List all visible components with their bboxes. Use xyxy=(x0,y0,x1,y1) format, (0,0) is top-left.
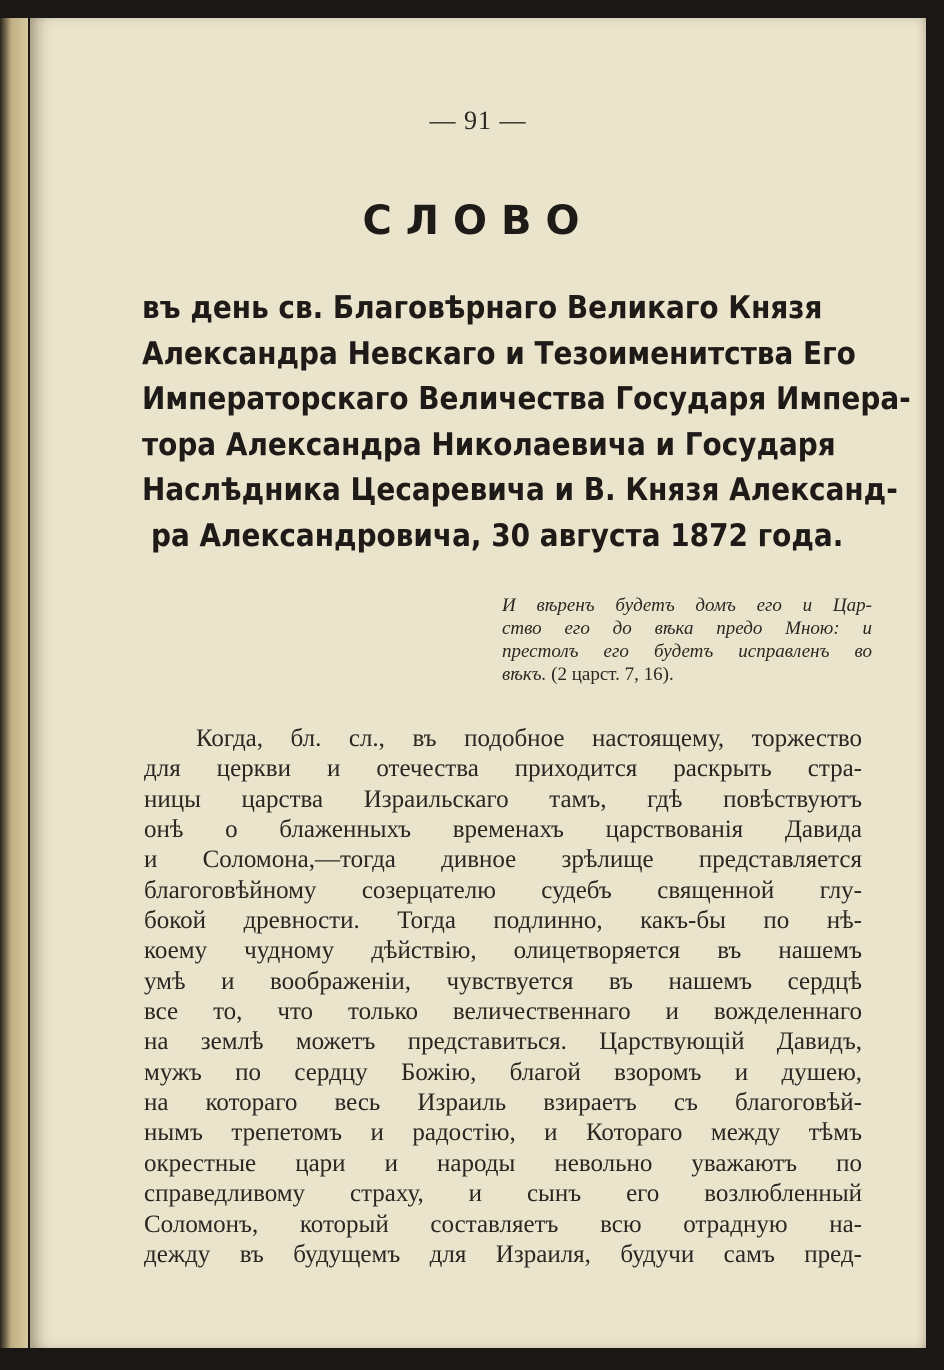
scripture-reference: (2 царст. 7, 16). xyxy=(551,664,674,685)
body-line: нымъ трепетомъ и радостію, и Котораго между тѣмъ xyxy=(144,1119,862,1147)
body-line: для церкви и отечества приходится раскрыть стра- xyxy=(144,755,862,783)
body-line: ницы царства Израильскаго тамъ, гдѣ повѣствуютъ xyxy=(144,785,862,813)
heading-line: Наслѣдника Цесаревича и В. Князя Александ- xyxy=(142,472,898,508)
body-line: и Соломона,—тогда дивное зрѣлище представляется xyxy=(144,846,862,874)
body-line: онѣ о блаженныхъ временахъ царствованія Давида xyxy=(144,816,862,844)
page-number: — 91 — xyxy=(429,106,527,135)
book-page xyxy=(30,18,926,1348)
body-line: окрестные цари и народы невольно уважаютъ по xyxy=(144,1149,862,1177)
epigraph-line: ство его до вѣка предо Мною: и xyxy=(502,618,872,639)
epigraph-line xyxy=(502,663,872,686)
body-line: Соломонъ, который составляетъ всю отрадную на- xyxy=(144,1210,862,1238)
body-line: справедливому страху, и сынъ его возлюбленный xyxy=(144,1180,862,1208)
body-line: благоговѣйному созерцателю судебъ священной глу- xyxy=(144,876,862,904)
heading-line: въ день св. Благовѣрнаго Великаго Князя xyxy=(142,290,823,326)
heading-line: ра Александровича, 30 августа 1872 года. xyxy=(151,517,844,554)
body-line: Когда, бл. сл., въ подобное настоящему, торжество xyxy=(196,725,862,752)
epigraph-line: престолъ его будетъ исправленъ во xyxy=(502,641,872,662)
body-line: коему чудному дѣйствію, олицетворяется въ нашемъ xyxy=(144,937,862,965)
body-line: мужъ по сердцу Божію, благой взоромъ и душею, xyxy=(144,1058,862,1086)
epigraph-last-words: вѣкъ. xyxy=(502,664,547,685)
body-line: все то, что только величественнаго и вожделеннаго xyxy=(144,998,862,1026)
body-line: на котораго весь Израиль взираетъ съ благоговѣй- xyxy=(144,1089,862,1117)
heading-line: Императорскаго Величества Государя Импера- xyxy=(142,381,911,417)
body-line: дежду въ будущемъ для Израиля, будучи самъ пред- xyxy=(144,1240,862,1268)
adjacent-page-edge xyxy=(0,18,28,1348)
heading-line: Александра Невскаго и Тезоименитства Его xyxy=(142,335,856,372)
epigraph-line: И вѣренъ будетъ домъ его и Цар- xyxy=(502,595,872,616)
epigraph xyxy=(502,594,872,686)
sermon-body xyxy=(144,724,862,1270)
body-line: бокой древности. Тогда подлинно, какъ-бы по нѣ- xyxy=(144,907,862,935)
heading-line: тора Александра Николаевича и Государя xyxy=(142,426,836,463)
sermon-title: СЛОВО xyxy=(362,198,594,244)
sermon-heading xyxy=(142,286,911,559)
body-line: на землѣ можетъ представиться. Царствующій Давидъ, xyxy=(144,1028,862,1056)
body-line: умѣ и воображеніи, чувствуется въ нашемъ сердцѣ xyxy=(144,967,862,995)
